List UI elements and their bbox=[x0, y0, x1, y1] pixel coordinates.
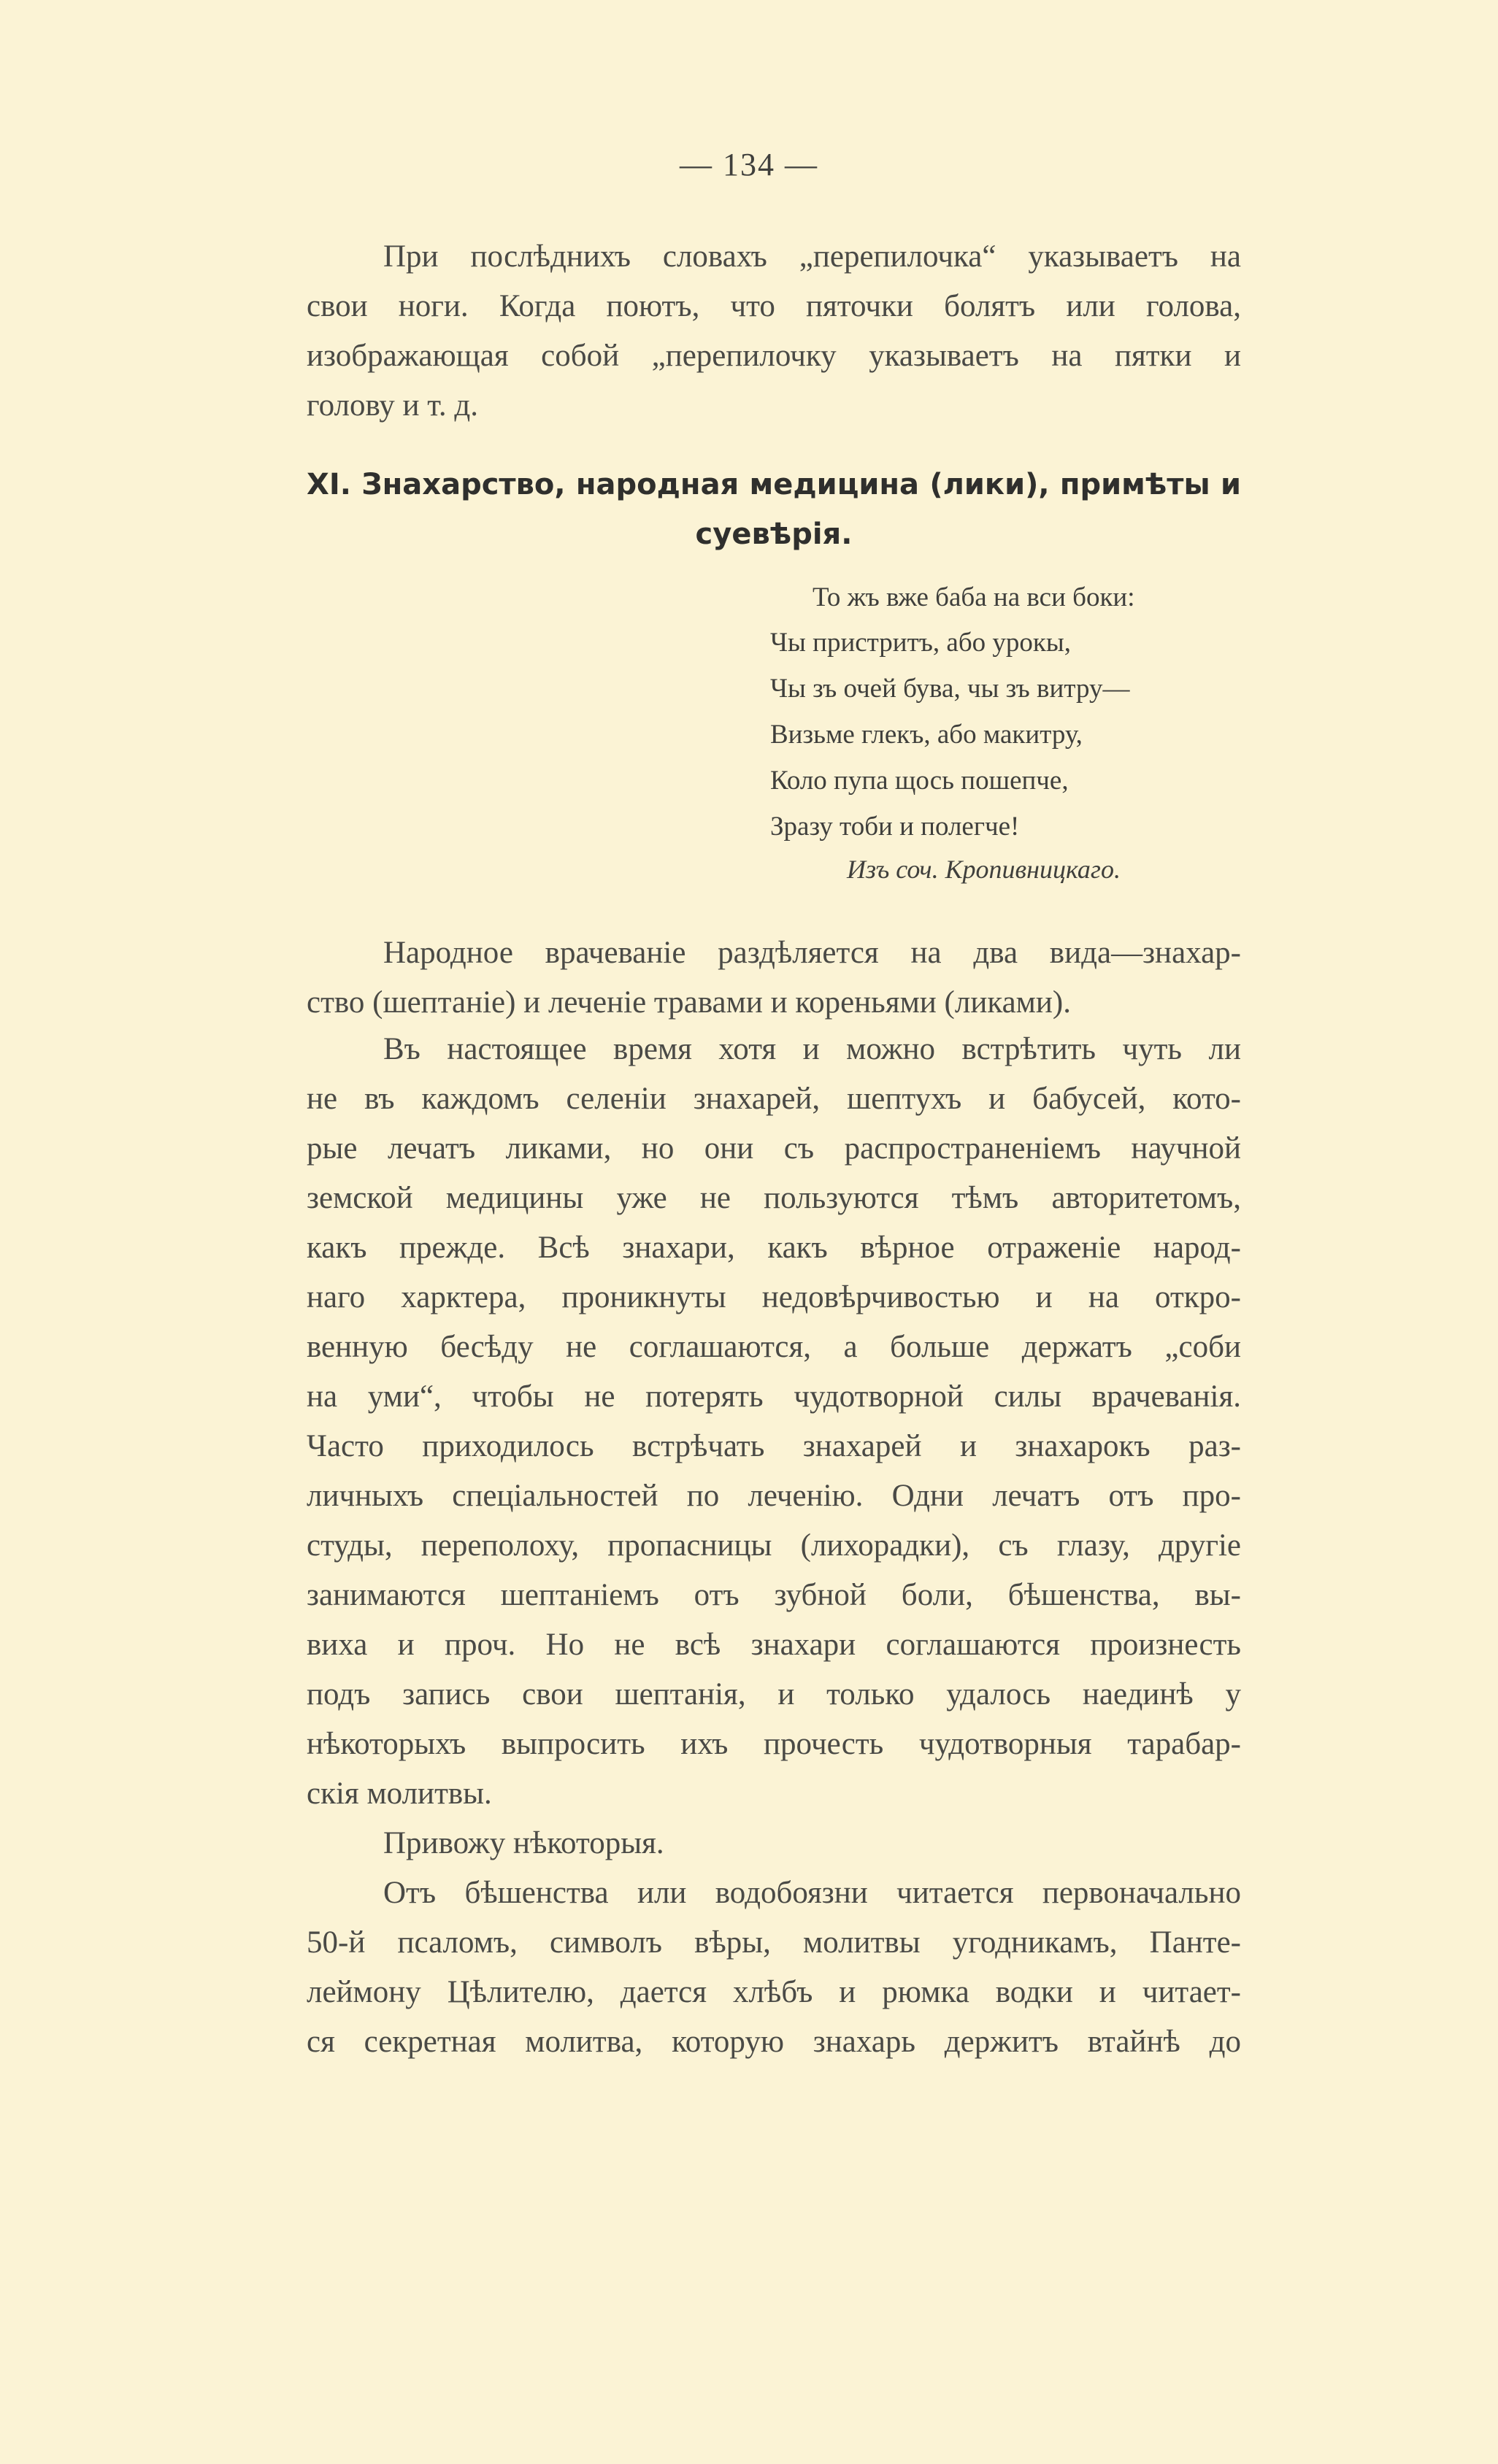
text-line: рые лечатъ ликами, но они съ распространенiемъ научной bbox=[307, 1131, 1241, 1166]
text-line: на уми“, чтобы не потерять чудотворной силы врачеванiя. bbox=[307, 1379, 1241, 1414]
text-line: Привожу нѣкоторыя. bbox=[383, 1826, 664, 1860]
text-line: не въ каждомъ селенiи знахарей, шептухъ и бабусей, кото- bbox=[307, 1082, 1241, 1116]
text-line: изображающая собой „перепилочку указываетъ на пятки и bbox=[307, 339, 1241, 373]
text-line: Въ настоящее время хотя и можно встрѣтить чуть ли bbox=[383, 1032, 1241, 1066]
text-line: венную бесѣду не соглашаются, а больше держатъ „соби bbox=[307, 1330, 1241, 1364]
heading-line: суевѣрія. bbox=[695, 517, 853, 551]
text-line: наго харктера, проникнуты недовѣрчивостью и на откро- bbox=[307, 1280, 1241, 1314]
text-line: какъ прежде. Всѣ знахари, какъ вѣрное отраженiе народ- bbox=[307, 1231, 1241, 1265]
page-number: — 134 — bbox=[680, 147, 818, 182]
text-line: ство (шептанiе) и леченiе травами и кореньями (ликами). bbox=[307, 985, 1071, 1020]
text-line: леймону Цѣлителю, дается хлѣбъ и рюмка водки и читает- bbox=[307, 1975, 1241, 2009]
text-line: Отъ бѣшенства или водобоязни читается первоначально bbox=[383, 1876, 1241, 1910]
epigraph-line: То жъ вже баба на вси боки: bbox=[813, 582, 1135, 612]
epigraph-attribution: Изъ соч. Кропивницкаго. bbox=[847, 855, 1121, 884]
text-line: виха и проч. Но не всѣ знахари соглашаются произнесть bbox=[307, 1628, 1241, 1662]
text-line: При послѣднихъ словахъ „перепилочка“ указываетъ на bbox=[383, 239, 1241, 274]
text-line: свои ноги. Когда поютъ, что пяточки болятъ или голова, bbox=[307, 289, 1241, 323]
text-line: голову и т. д. bbox=[307, 388, 478, 423]
epigraph-line: Чы пристритъ, або урокы, bbox=[770, 628, 1071, 658]
text-line: ся секретная молитва, которую знахарь держитъ втайнѣ до bbox=[307, 2025, 1241, 2059]
heading-line: XI. Знахарство, народная медицина (лики), примѣты и bbox=[307, 468, 1241, 501]
text-line: нѣкоторыхъ выпросить ихъ прочесть чудотворныя тарабар- bbox=[307, 1727, 1241, 1761]
text-line: занимаются шептанiемъ отъ зубной боли, бѣшенства, вы- bbox=[307, 1578, 1241, 1612]
text-line: студы, переполоху, пропасницы (лихорадки), съ глазу, другiе bbox=[307, 1528, 1241, 1563]
text-line: подъ запись свои шептанiя, и только удалось наединѣ у bbox=[307, 1677, 1241, 1712]
text-line: Народное врачеванiе раздѣляется на два вида—знахар- bbox=[383, 936, 1241, 970]
text-line: скiя молитвы. bbox=[307, 1776, 492, 1811]
text-line: личныхъ спецiальностей по леченiю. Одни лечатъ отъ про- bbox=[307, 1479, 1241, 1513]
text-line: земской медицины уже не пользуются тѣмъ авторитетомъ, bbox=[307, 1181, 1241, 1215]
text-line: 50-й псаломъ, символъ вѣры, молитвы угодникамъ, Панте- bbox=[307, 1925, 1241, 1960]
text-line: Часто приходилось встрѣчать знахарей и знахарокъ раз- bbox=[307, 1429, 1241, 1463]
epigraph-line: Коло пупа щось пошепче, bbox=[770, 766, 1069, 796]
epigraph-line: Чы зъ очей бува, чы зъ витру— bbox=[770, 674, 1130, 704]
epigraph-line: Зразу тоби и полегче! bbox=[770, 812, 1020, 842]
epigraph-line: Визьме глекъ, або макитру, bbox=[770, 720, 1083, 750]
